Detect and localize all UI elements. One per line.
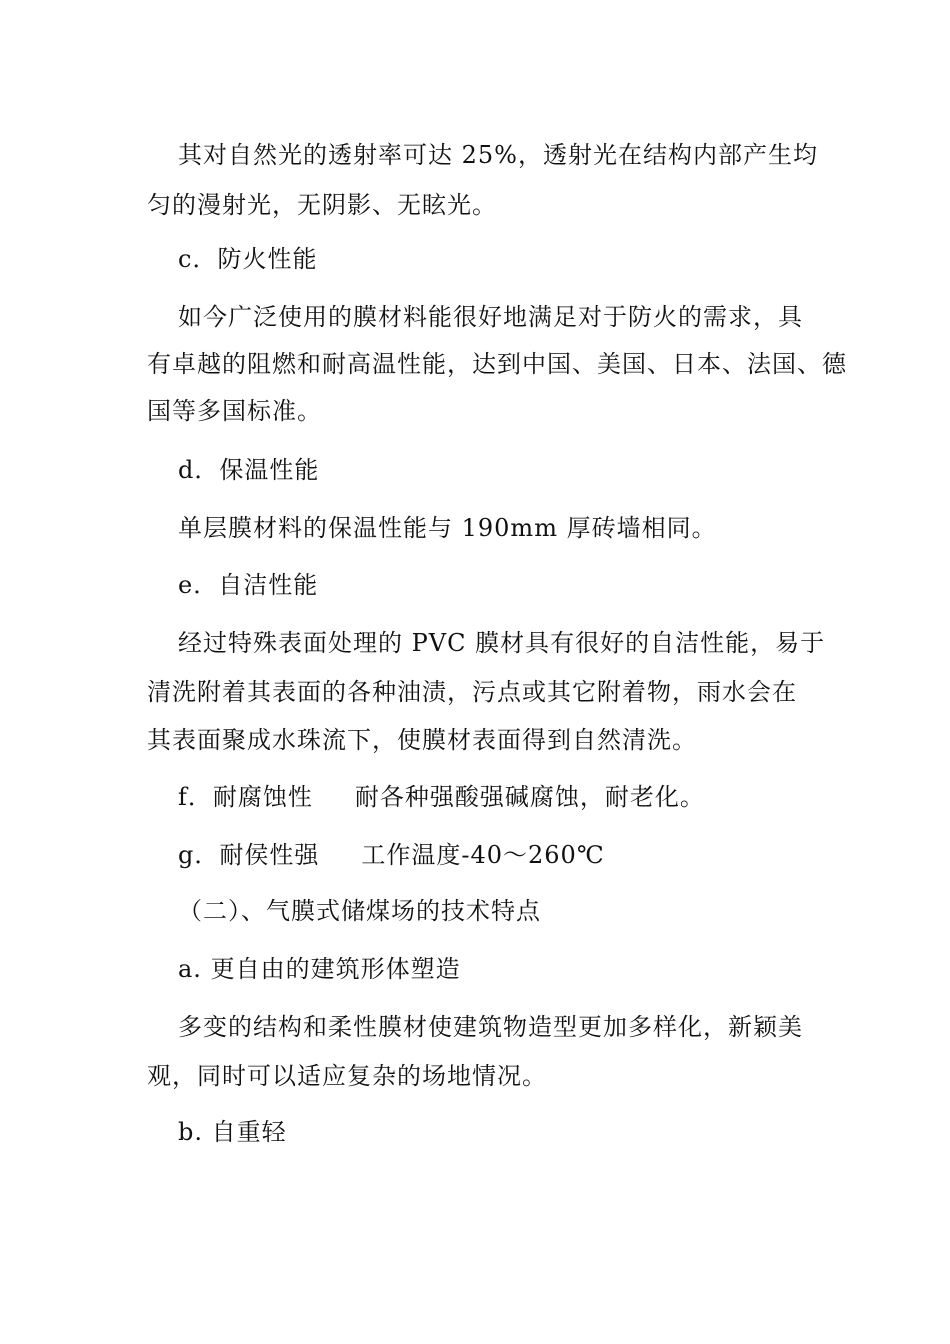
paragraph-line: 有卓越的阻燃和耐高温性能，达到中国、美国、日本、法国、德 bbox=[147, 350, 847, 378]
paragraph-line: 其对自然光的透射率可达 25%，透射光在结构内部产生均 bbox=[178, 141, 818, 169]
paragraph-line: 多变的结构和柔性膜材使建筑物造型更加多样化，新颖美 bbox=[178, 1013, 803, 1041]
section-heading-g bbox=[178, 840, 848, 870]
chapter-heading: （二）、气膜式储煤场的技术特点 bbox=[178, 897, 541, 925]
paragraph-line: 清洗附着其表面的各种油渍，污点或其它附着物，雨水会在 bbox=[147, 678, 797, 706]
section-heading-b: b. 自重轻 bbox=[178, 1118, 287, 1146]
heading-label: f．耐腐蚀性 bbox=[178, 783, 313, 811]
paragraph-line: 国等多国标准。 bbox=[147, 397, 322, 425]
section-heading-d: d．保温性能 bbox=[178, 456, 320, 484]
paragraph-line: 如今广泛使用的膜材料能很好地满足对于防火的需求，具 bbox=[178, 303, 803, 331]
paragraph-line: 观，同时可以适应复杂的场地情况。 bbox=[147, 1062, 547, 1090]
heading-label: g．耐侯性强 bbox=[178, 841, 320, 869]
heading-description: 工作温度-40～260℃ bbox=[361, 841, 605, 869]
paragraph-line: 其表面聚成水珠流下，使膜材表面得到自然清洗。 bbox=[147, 726, 697, 754]
heading-description: 耐各种强酸强碱腐蚀，耐老化。 bbox=[354, 783, 705, 811]
paragraph-line: 匀的漫射光，无阴影、无眩光。 bbox=[147, 191, 497, 219]
paragraph-line: 单层膜材料的保温性能与 190mm 厚砖墙相同。 bbox=[178, 514, 717, 542]
paragraph-line: 经过特殊表面处理的 PVC 膜材具有很好的自洁性能，易于 bbox=[178, 629, 826, 657]
section-heading-e: e．自洁性能 bbox=[178, 571, 319, 599]
section-heading-f bbox=[178, 782, 848, 812]
section-heading-c: c．防火性能 bbox=[178, 245, 318, 273]
section-heading-a: a. 更自由的建筑形体塑造 bbox=[178, 955, 461, 983]
